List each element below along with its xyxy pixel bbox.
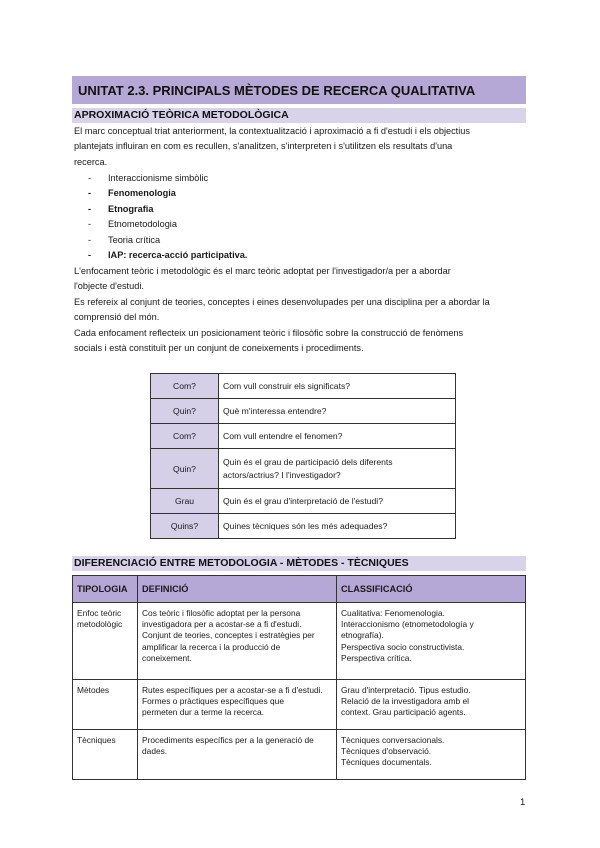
- definicio-cell: [138, 680, 337, 730]
- question-cell: Quin?: [151, 449, 219, 489]
- list-item: - Interaccionisme simbòlic: [74, 171, 247, 186]
- cell-line: Tècniques: [77, 735, 116, 745]
- question-cell: Quins?: [151, 514, 219, 539]
- column-header: DEFINICIÓ: [138, 576, 337, 603]
- intro-line: El marc conceptual triat anteriorment, la contextualització i aproximació a fi d'estudi i els objectius: [74, 126, 470, 136]
- question-cell: Grau: [151, 489, 219, 514]
- cell-line: Tècniques documentals.: [341, 757, 432, 768]
- list-item: - IAP: recerca-acció participativa.: [74, 248, 247, 263]
- page-title: UNITAT 2.3. PRINCIPALS MÈTODES DE RECERCA QUALITATIVA: [72, 76, 526, 104]
- classificacio-cell: [337, 730, 526, 780]
- cell-line: investigadora per a acostar-se a fi d'estudi.: [142, 619, 302, 630]
- cell-line: Relació de la investigadora amb el: [341, 696, 470, 707]
- table-row: [73, 603, 526, 680]
- classificacio-cell: [337, 603, 526, 680]
- cell-line: metodològic: [77, 619, 123, 630]
- answer-cell: Com vull construir els significats?: [219, 374, 456, 399]
- definicio-cell: [138, 603, 337, 680]
- paragraph-line: l'objecte d'estudi.: [74, 281, 144, 292]
- list-item: - Etnografia: [74, 202, 247, 217]
- cell-line: permeten dur a terme la recerca.: [142, 707, 264, 718]
- cell-line: etnografía).: [341, 630, 384, 641]
- table-header-row: [73, 576, 526, 603]
- answer-cell: [219, 449, 456, 489]
- intro-line: plantejats influiran en com es recullen, s'analitzen, s'interpreten i s'utilitzen els resultats d'una: [74, 141, 453, 152]
- cell-line: amplificar la recerca i la producció de: [142, 641, 281, 652]
- cell-line: Tècniques d'observació.: [341, 746, 432, 757]
- cell-line: Enfoc teòric: [77, 608, 122, 618]
- section-heading-approach: APROXIMACIÓ TEÒRICA METODOLÒGICA: [72, 108, 526, 123]
- list-item: - Teoria crítica: [74, 233, 247, 248]
- table-row: [73, 730, 526, 780]
- cell-line: Tècniques conversacionals.: [341, 735, 445, 745]
- cell-line: Procediments específics per a la generació de: [142, 735, 314, 745]
- table-row: [73, 680, 526, 730]
- cell-line: Cualitativa: Fenomenologia.: [341, 608, 445, 618]
- cell-line: Interaccionismo (etnometodología y: [341, 619, 474, 630]
- table-row: [151, 449, 456, 489]
- cell-line: Cos teòric i filosòfic adoptat per la persona: [142, 608, 301, 618]
- answer-cell: Què m'interessa entendre?: [219, 399, 456, 424]
- table-row: [151, 424, 456, 449]
- list-item: - Fenomenologia: [74, 186, 247, 201]
- intro-paragraph: [74, 124, 530, 170]
- question-cell: Com?: [151, 374, 219, 399]
- cell-line: Grau d'interpretació. Tipus estudio.: [341, 685, 471, 695]
- definicio-cell: [138, 730, 337, 780]
- question-cell: Com?: [151, 424, 219, 449]
- tipologia-cell: [73, 730, 138, 780]
- table-row: [151, 399, 456, 424]
- section-heading-differentiation: DIFERENCIACIÓ ENTRE METODOLOGIA - MÈTODES - TÈCNIQUES: [72, 556, 526, 571]
- answer-line: actors/actrius? I l'investigador?: [223, 469, 341, 480]
- answer-cell: Quines tècniques són les més adequades?: [219, 514, 456, 539]
- tipologia-cell: [73, 603, 138, 680]
- cell-line: Mètodes: [77, 685, 110, 695]
- column-header: TIPOLOGIA: [73, 576, 138, 603]
- cell-line: Perspectiva crítica.: [341, 652, 412, 663]
- paragraph-line: L'enfocament teòric i metodològic és el marc teòric adoptat per l'investigador/a per a abordar: [74, 266, 451, 276]
- intro-line: recerca.: [74, 156, 108, 167]
- approach-list: [74, 171, 247, 263]
- classificacio-cell: [337, 680, 526, 730]
- cell-line: Perspectiva socio constructivista.: [341, 641, 465, 652]
- approach-paragraph: [74, 264, 530, 356]
- question-cell: Quin?: [151, 399, 219, 424]
- paragraph-line: comprensió del món.: [74, 312, 160, 323]
- cell-line: Formes o pràctiques específiques que: [142, 696, 284, 707]
- column-header: CLASSIFICACIÓ: [337, 576, 526, 603]
- cell-line: Conjunt de teories, conceptes i estratègies per: [142, 630, 315, 641]
- paragraph-line: Cada enfocament reflecteix un posicionament teòric i filosòfic sobre la construcció de fenòmens: [74, 327, 464, 338]
- answer-line: Quin és el grau de participació dels diferents: [223, 456, 393, 467]
- tipologia-cell: [73, 680, 138, 730]
- page-number: 1: [520, 797, 526, 808]
- answer-cell: Quin és el grau d'interpretació de l'estudi?: [219, 489, 456, 514]
- table-row: [151, 489, 456, 514]
- paragraph-line: socials i està constituït per un conjunt de coneixements i procediments.: [74, 343, 364, 354]
- cell-line: context. Grau participació agents.: [341, 707, 466, 718]
- answer-cell: Com vull entendre el fenomen?: [219, 424, 456, 449]
- list-item: - Etnometodologia: [74, 217, 247, 232]
- table-row: [151, 374, 456, 399]
- cell-line: Rutes específiques per a acostar-se a fi d'estudi.: [142, 685, 323, 695]
- table-row: [151, 514, 456, 539]
- cell-line: dades.: [142, 746, 168, 757]
- paragraph-line: Es refereix al conjunt de teories, conceptes i eines desenvolupades per una disciplina per a abordar la: [74, 296, 490, 307]
- cell-line: coneixement.: [142, 652, 192, 663]
- questions-table: [150, 373, 456, 539]
- methodology-table: [72, 575, 526, 780]
